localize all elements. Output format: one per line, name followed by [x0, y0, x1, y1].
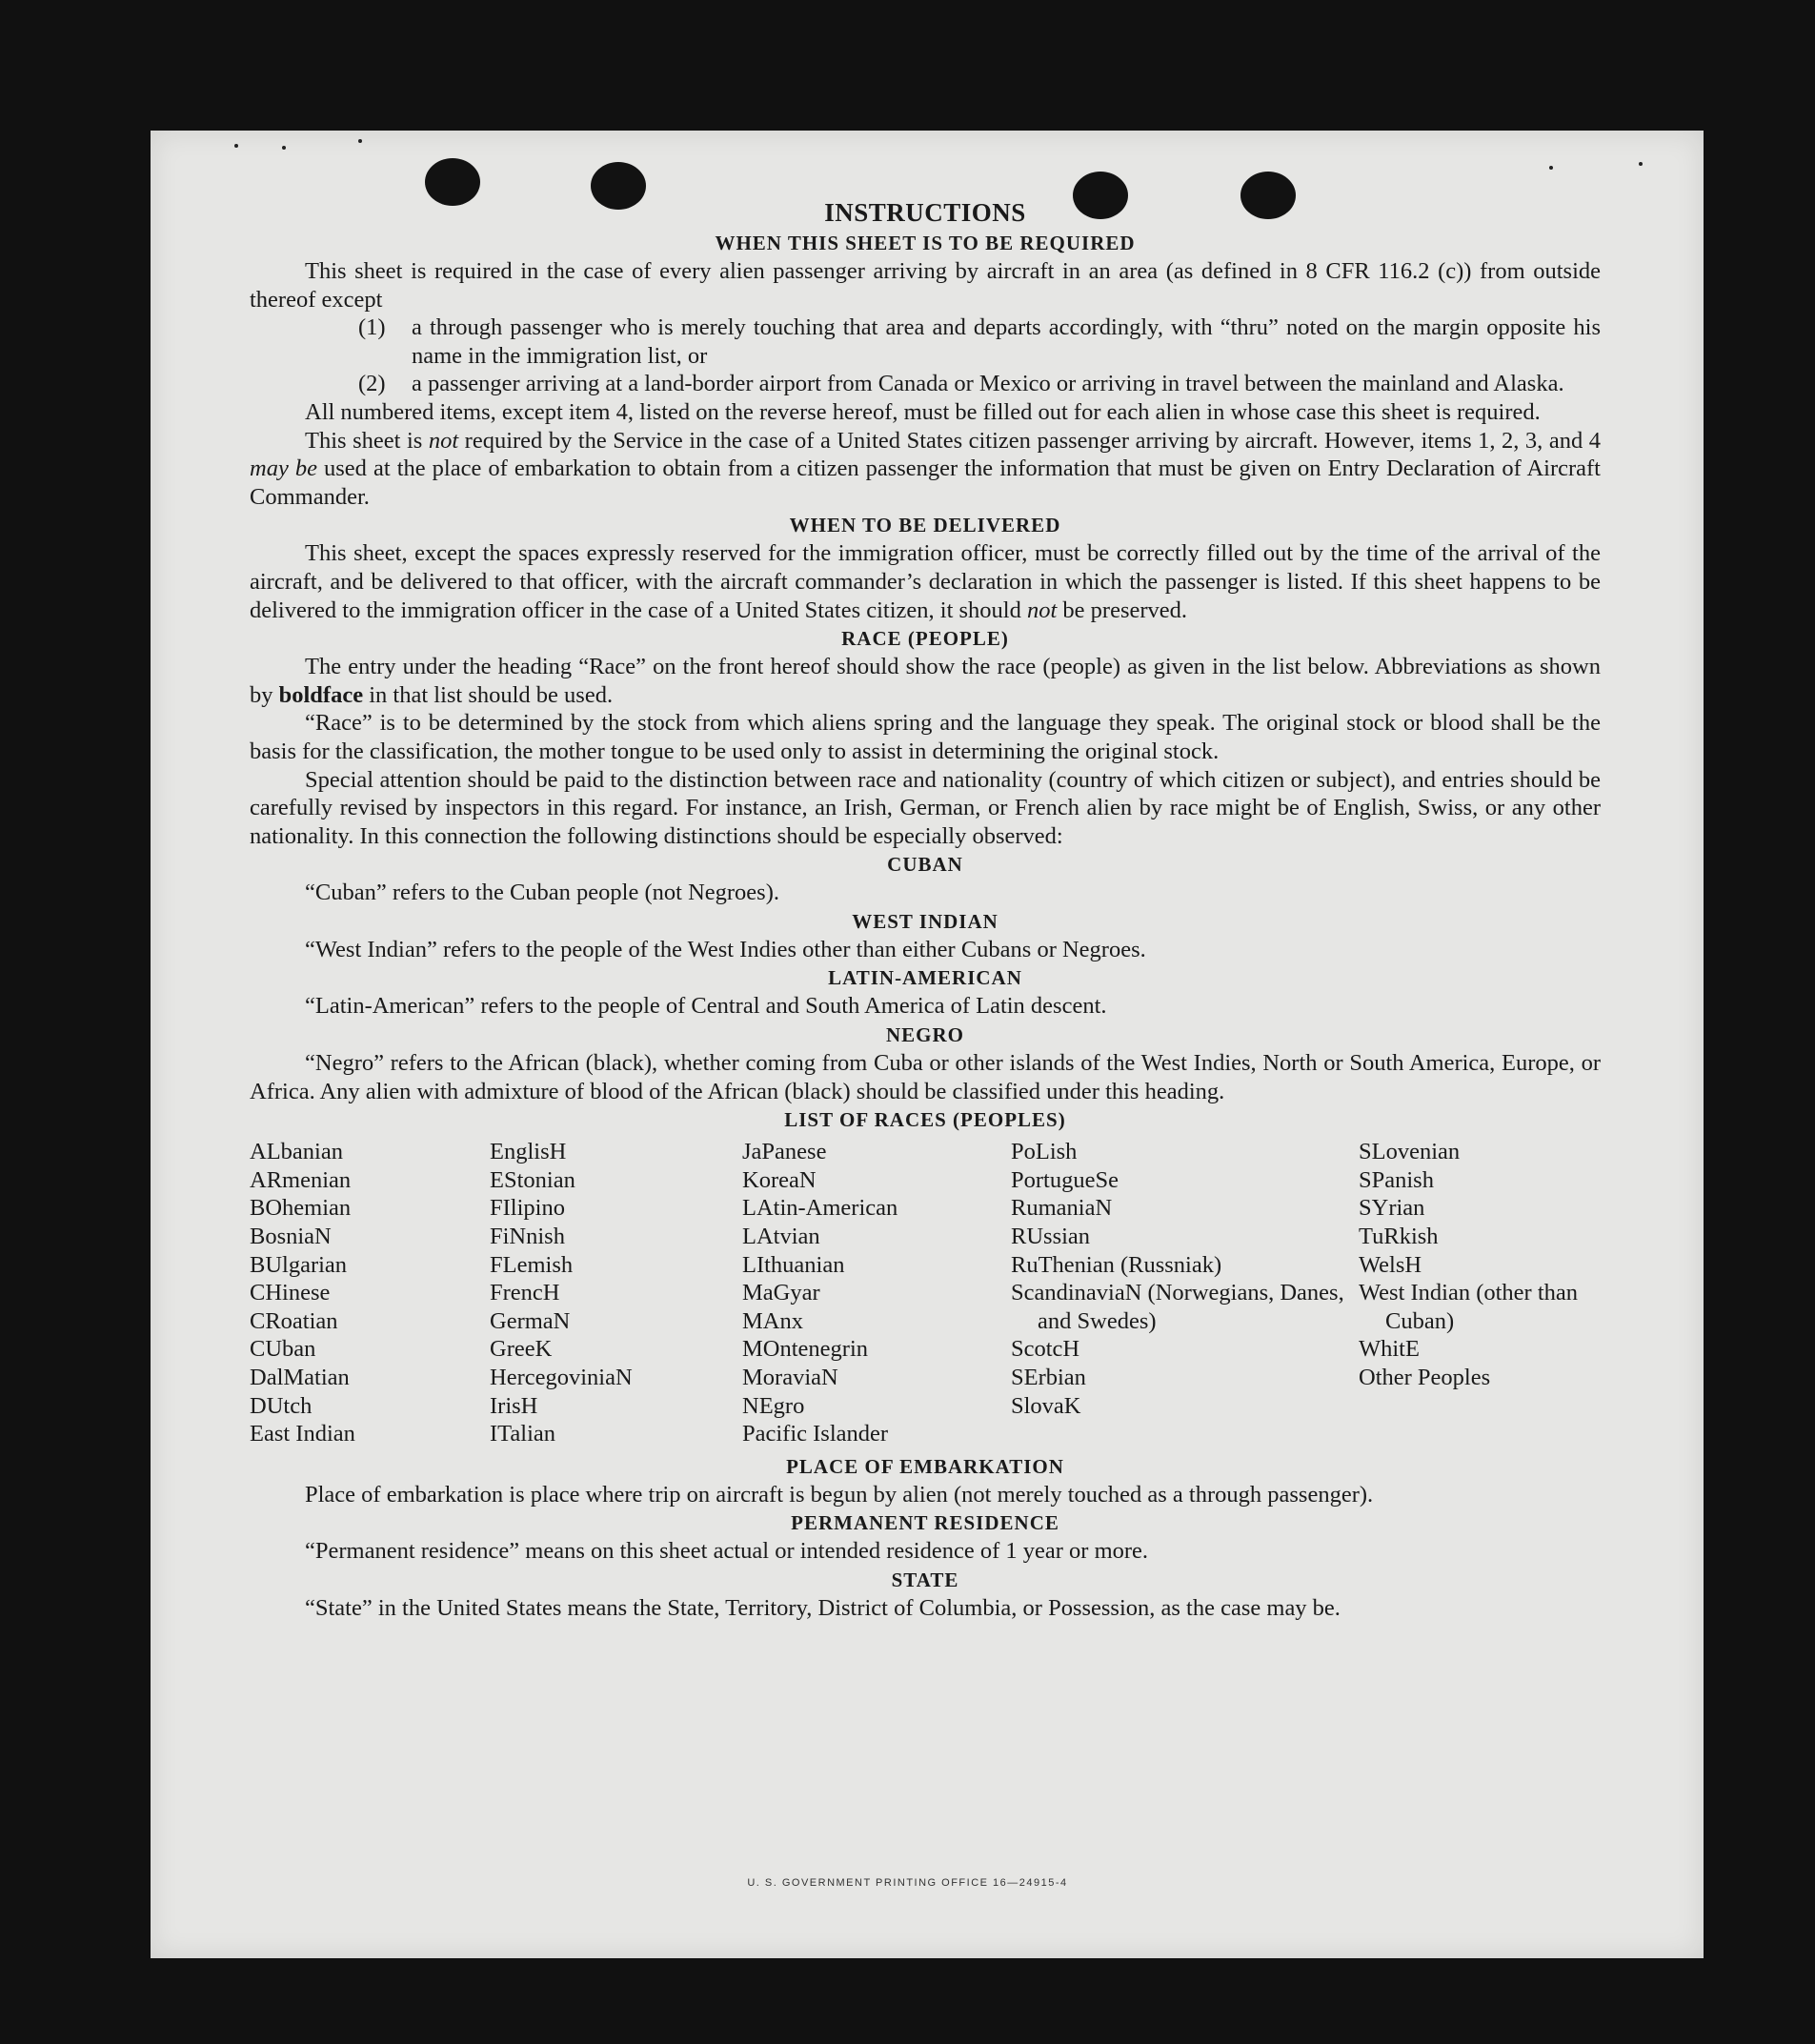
paragraph: This sheet is not required by the Service in the case of a United States citizen passenger arriving by aircraft. However, items 1, 2, 3, and 4 may be used at the place of embarkation to obtain from a citizen passenger the information that must be given on Entry Declaration of Aircraft Commander.	[250, 427, 1601, 510]
race-entry: GreeK	[490, 1336, 553, 1363]
race-entry: LIthuanian	[742, 1251, 845, 1278]
race-entry: CRoatian	[250, 1307, 338, 1334]
race-entry: BUlgarian	[250, 1251, 348, 1278]
numbered-item	[358, 370, 1601, 398]
paragraph: This sheet, except the spaces expressly reserved for the immigration officer, must be correctly filled out by the time of the arrival of the aircraft, and be delivered to that officer, with the aircraft commander’s declaration in which the passenger is listed. If this sheet happens to be delivered to the immigration officer in the case of a United States citizen, it should not be preserved.	[250, 540, 1601, 623]
section-heading-embarkation: PLACE OF EMBARKATION	[786, 1454, 1064, 1478]
race-entry: IrisH	[490, 1392, 538, 1419]
section-heading-list-of-races: LIST OF RACES (PEOPLES)	[784, 1108, 1066, 1132]
paragraph: “West Indian” refers to the people of the West Indies other than either Cubans or Negroes.	[305, 936, 1146, 962]
race-entry: East Indian	[250, 1421, 355, 1447]
section-heading-cuban: CUBAN	[887, 853, 963, 877]
section-heading-negro: NEGRO	[885, 1023, 964, 1047]
race-entry: LAtin-American	[742, 1195, 898, 1222]
races-column	[742, 1138, 1011, 1448]
races-column	[1011, 1138, 1359, 1448]
race-entry: GermaN	[490, 1307, 571, 1334]
speck	[234, 144, 238, 148]
race-entry: BosniaN	[250, 1224, 332, 1250]
paragraph: Place of embarkation is place where trip on aircraft is begun by alien (not merely touched as a through passenger).	[305, 1481, 1374, 1508]
paragraph: “Negro” refers to the African (black), whether coming from Cuba or other islands of the West Indies, North or South America, Europe, or Africa. Any alien with admixture of blood of the African (black) should be classified under this heading.	[250, 1050, 1601, 1104]
race-entry: SErbian	[1011, 1365, 1086, 1390]
race-entry: DUtch	[250, 1392, 313, 1419]
race-entry: ScotcH	[1011, 1336, 1080, 1363]
item-text: a through passenger who is merely touching that area and departs accordingly, with “thru” noted on the margin opposite his name in the immigration list, or	[412, 314, 1601, 369]
section-heading-required: WHEN THIS SHEET IS TO BE REQUIRED	[715, 232, 1136, 254]
race-entry: Pacific Islander	[742, 1421, 889, 1447]
race-entry: Other Peoples	[1359, 1365, 1491, 1390]
item-number: (2)	[358, 371, 386, 397]
race-entry: EnglisH	[490, 1139, 567, 1165]
printer-imprint: U. S. GOVERNMENT PRINTING OFFICE 16—24915-4	[747, 1877, 1068, 1889]
race-entry: CUban	[250, 1336, 316, 1363]
race-entry: HercegoviniaN	[490, 1365, 633, 1390]
race-entry: SPanish	[1359, 1166, 1434, 1193]
paragraph: This sheet is required in the case of every alien passenger arriving by aircraft in an area (as defined in 8 CFR 116.2 (c)) from outside thereof except	[250, 258, 1601, 313]
section-heading-latin-american: LATIN-AMERICAN	[828, 966, 1022, 990]
paragraph: “Race” is to be determined by the stock from which aliens spring and the language they speak. The original stock or blood shall be the basis for the classification, the mother tongue to be used only to assist in determining the original stock.	[250, 710, 1601, 764]
speck	[1549, 166, 1553, 170]
race-entry: FiNnish	[490, 1224, 565, 1250]
races-column	[250, 1138, 490, 1448]
race-entry: WelsH	[1359, 1251, 1422, 1278]
race-entry: PoLish	[1011, 1139, 1078, 1165]
section-heading-delivered: WHEN TO BE DELIVERED	[789, 514, 1061, 537]
section-heading-residence: PERMANENT RESIDENCE	[791, 1511, 1059, 1535]
race-entry: SYrian	[1359, 1195, 1425, 1222]
instructions-content	[250, 196, 1601, 1623]
paragraph: All numbered items, except item 4, listed on the reverse hereof, must be filled out for each alien in whose case this sheet is required.	[305, 398, 1541, 425]
paragraph: The entry under the heading “Race” on the front hereof should show the race (people) as given in the list below. Abbreviations as shown by boldface in that list should be used.	[250, 654, 1601, 708]
speck	[358, 139, 362, 143]
race-entry: JaPanese	[742, 1139, 827, 1165]
race-entry: PortugueSe	[1011, 1166, 1119, 1193]
race-entry: EStonian	[490, 1166, 575, 1193]
race-entry: MaGyar	[742, 1280, 820, 1306]
race-entry: RumaniaN	[1011, 1195, 1113, 1222]
race-entry: MAnx	[742, 1307, 803, 1334]
paragraph: “Permanent residence” means on this sheet actual or intended residence of 1 year or more.	[305, 1538, 1149, 1565]
race-entry: MoraviaN	[742, 1365, 838, 1390]
race-entry: MOntenegrin	[742, 1336, 868, 1363]
race-entry: KoreaN	[742, 1166, 817, 1193]
section-heading-west-indian: WEST INDIAN	[852, 909, 998, 933]
item-number: (1)	[358, 314, 386, 341]
race-entry: FIlipino	[490, 1195, 565, 1222]
paragraph: “State” in the United States means the State, Territory, District of Columbia, or Possession, as the case may be.	[305, 1594, 1341, 1621]
speck	[1639, 162, 1643, 166]
races-column	[490, 1138, 742, 1448]
page-title: INSTRUCTIONS	[824, 198, 1026, 227]
section-heading-race: RACE (PEOPLE)	[841, 627, 1009, 651]
race-entry: ALbanian	[250, 1139, 343, 1165]
race-entry: BOhemian	[250, 1195, 352, 1222]
item-text: a passenger arriving at a land-border airport from Canada or Mexico or arriving in travel between the mainland and Alaska.	[412, 371, 1564, 397]
race-entry: NEgro	[742, 1392, 805, 1419]
paragraph: “Cuban” refers to the Cuban people (not Negroes).	[305, 880, 779, 906]
speck	[282, 146, 286, 150]
race-entry: WhitE	[1359, 1336, 1420, 1363]
race-entry: RUssian	[1011, 1224, 1091, 1250]
paragraph: Special attention should be paid to the distinction between race and nationality (country of which citizen or subject), and entries should be carefully revised by inspectors in this regard. For instance, an Irish, German, or French alien by race might be of English, Swiss, or any other nationality. In this connection the following distinctions should be especially observed:	[250, 766, 1601, 849]
paragraph: “Latin-American” refers to the people of Central and South America of Latin descent.	[305, 993, 1107, 1020]
race-entry: ARmenian	[250, 1166, 352, 1193]
race-entry: FLemish	[490, 1251, 574, 1278]
race-entry: TuRkish	[1359, 1224, 1439, 1250]
numbered-item	[358, 314, 1601, 370]
race-entry: RuThenian (Russniak)	[1011, 1251, 1222, 1278]
race-entry: West Indian (other than Cuban)	[1359, 1280, 1579, 1334]
race-entry: SlovaK	[1011, 1392, 1081, 1419]
race-entry: FrencH	[490, 1280, 560, 1306]
race-entry: DalMatian	[250, 1365, 350, 1390]
race-entry: LAtvian	[742, 1224, 820, 1250]
race-entry: ITalian	[490, 1421, 556, 1447]
races-column	[1359, 1138, 1601, 1448]
race-entry: CHinese	[250, 1280, 331, 1306]
races-table	[250, 1138, 1601, 1448]
race-entry: ScandinaviaN (Norwegians, Danes, and Swedes)	[1011, 1280, 1344, 1334]
race-entry: SLovenian	[1359, 1139, 1461, 1165]
section-heading-state: STATE	[891, 1568, 959, 1591]
